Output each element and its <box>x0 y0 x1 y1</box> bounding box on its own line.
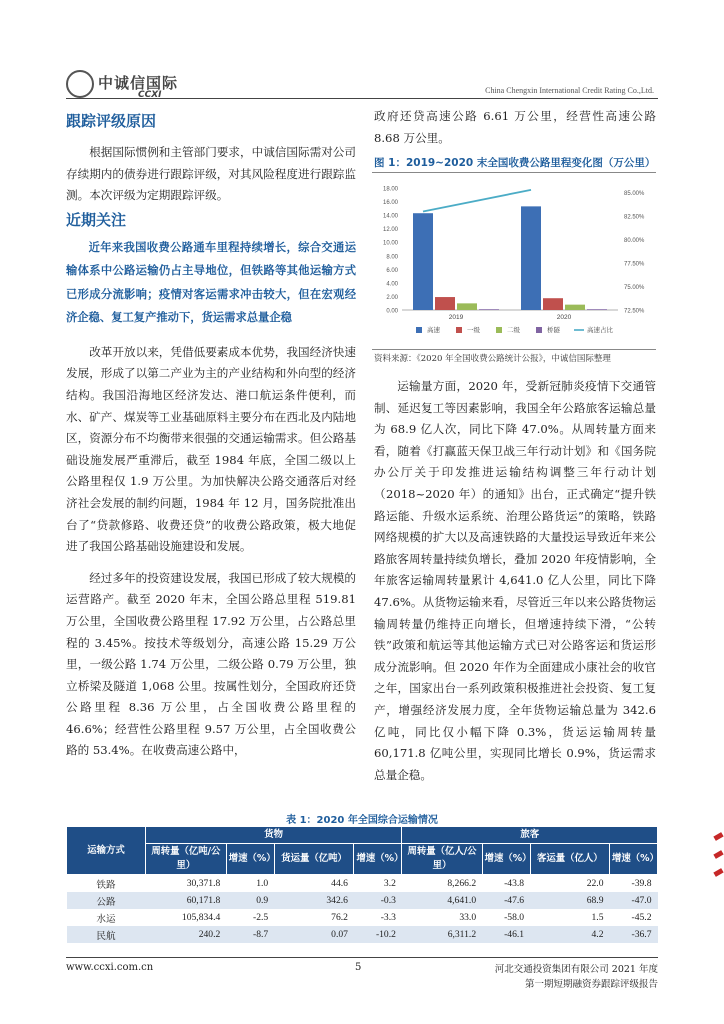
cell-value: 30,371.8 <box>145 875 226 893</box>
cell-value: -10.2 <box>354 926 402 943</box>
right-column-top <box>374 106 656 149</box>
legend-swatch <box>536 327 542 333</box>
cell-value: -43.8 <box>482 875 530 893</box>
bar-二级 <box>565 305 585 310</box>
transport-table <box>66 826 658 943</box>
cell-value: 6,311.2 <box>402 926 482 943</box>
cell-value: 4,641.0 <box>402 892 482 909</box>
figure-title: 图 1：2019~2020 末全国收费公路里程变化图（万公里） <box>374 157 656 169</box>
footer-website: www.ccxi.com.cn <box>66 962 154 973</box>
cell-value: 240.2 <box>145 926 226 943</box>
section-title-rating-reason: 跟踪评级原因 <box>66 112 157 130</box>
header-passenger-group: 旅客 <box>402 827 658 844</box>
y-tick-label: 10.00 <box>382 240 398 247</box>
header-passenger-turnover: 周转量（亿人/公里） <box>402 844 482 875</box>
page-edge-mark <box>710 830 724 890</box>
bar-高速 <box>413 213 433 310</box>
x-tick-label: 2019 <box>448 314 464 321</box>
header-goods-turnover: 周转量（亿吨/公里） <box>145 844 226 875</box>
cell-value: -0.3 <box>354 892 402 909</box>
y2-tick-label: 85.00% <box>624 191 645 198</box>
figure-source: 资料来源：《2020 年全国收费公路统计公报》，中诚信国际整理 <box>374 354 611 364</box>
table-row <box>67 926 658 943</box>
left-column <box>66 110 356 762</box>
cell-value: -3.3 <box>354 909 402 926</box>
cell-value: -39.8 <box>610 875 658 893</box>
footer-report-line1: 河北交通投资集团有限公司 2021 年度 <box>494 964 658 975</box>
bar-桥隧 <box>479 309 499 310</box>
legend-swatch <box>416 327 422 333</box>
header-passenger-volume: 客运量（亿人） <box>530 844 609 875</box>
footer-divider <box>66 957 658 958</box>
paragraph-expressway-split: 政府还贷高速公路 6.61 万公里，经营性高速公路 8.68 万公里。 <box>374 109 656 145</box>
bar-高速 <box>521 206 541 310</box>
cell-value: 68.9 <box>530 892 609 909</box>
cell-value: 1.0 <box>226 875 274 893</box>
y2-tick-label: 72.50% <box>624 308 645 315</box>
cell-value: 105,834.4 <box>145 909 226 926</box>
legend-label: 高速 <box>427 327 440 334</box>
y2-tick-label: 77.50% <box>624 261 645 268</box>
y-tick-label: 6.00 <box>386 267 398 274</box>
cell-value: 0.9 <box>226 892 274 909</box>
y-tick-label: 8.00 <box>386 254 398 261</box>
logo-cn-text: 中诚信国际 <box>98 74 179 92</box>
cell-value: -46.1 <box>482 926 530 943</box>
cell-mode: 民航 <box>67 926 146 943</box>
y-tick-label: 4.00 <box>386 281 398 288</box>
cell-mode: 公路 <box>67 892 146 909</box>
company-english-name: China Chengxin International Credit Rating Co.,Ltd. <box>485 86 654 95</box>
y2-tick-label: 80.00% <box>624 238 645 245</box>
cell-mode: 水运 <box>67 909 146 926</box>
cell-value: -2.5 <box>226 909 274 926</box>
bar-桥隧 <box>587 309 607 310</box>
line-series-expressway-share <box>423 190 531 212</box>
header-goods-volume: 货运量（亿吨） <box>274 844 354 875</box>
header-passenger-turnover-growth: 增速（%） <box>482 844 530 875</box>
x-tick-label: 2020 <box>556 314 572 321</box>
legend-swatch <box>456 327 462 333</box>
y2-tick-label: 75.00% <box>624 285 645 292</box>
cell-mode: 铁路 <box>67 875 146 893</box>
cell-value: 342.6 <box>274 892 354 909</box>
figure-bottom-rule <box>372 349 656 350</box>
y-tick-label: 12.00 <box>382 227 398 234</box>
bar-一级 <box>435 297 455 310</box>
legend-label: 一级 <box>467 327 480 334</box>
toll-road-mileage-chart <box>372 176 656 348</box>
y-tick-label: 14.00 <box>382 213 398 220</box>
section-title-recent-focus: 近期关注 <box>66 210 127 229</box>
ccxi-logo <box>66 70 186 100</box>
paragraph-mileage: 经过多年的投资建设发展，我国已形成了较大规模的运营路产。截至 2020 年末，全国公路总里程 519.81 万公里，全国收费公路里程 17.92 万公里，占公路总里程的 3.45%。按技术等级划分，高速公路 15.29 万公里，一级公路 1.74 万公里，二级公路 0.79 万公里，独立桥梁及隧道 1,068 公里。按属性划分，全国政府还贷公路里程 8.36 万公里，占全国收费公路里程的 46.6%；经营性公路里程 9.57 万公里，占全国收费公路的 53.4%。在收费高速公路中， <box>66 570 356 758</box>
header-passenger-volume-growth: 增速（%） <box>610 844 658 875</box>
header-mode: 运输方式 <box>67 827 146 875</box>
cell-value: 22.0 <box>530 875 609 893</box>
cell-value: 1.5 <box>530 909 609 926</box>
cell-value: 8,266.2 <box>402 875 482 893</box>
y2-tick-label: 82.50% <box>624 214 645 221</box>
legend-swatch <box>496 327 502 333</box>
cell-value: 60,171.8 <box>145 892 226 909</box>
cell-value: -36.7 <box>610 926 658 943</box>
footer-report-title <box>495 962 658 992</box>
paragraph-transport-volume: 运输量方面，2020 年，受新冠肺炎疫情下交通管制、延迟复工等因素影响，我国全年公路旅客运输总量为 68.9 亿人次，同比下降 47.0%。从周转量方面来看，随着《打赢蓝天保卫战三年行动计划》和《国务院办公厅关于印发推进运输结构调整三年行动计划（2018~2020 年）的通知》出台，正式确定“提升铁路运能、升级水运系统、治理公路货运”的策略，铁路网络规模的扩大以及高速铁路的大量投运导致近年来公路旅客周转量持续负增长，叠加 2020 年疫情影响，全年旅客运输周转量累计 4,641.0 亿人公里，同比下降 47.6%。从货物运输来看，尽管近三年以来公路货物运输周转量仍维持正向增长，但增速持续下滑，“公转铁”政策和航运等其他运输方式已对公路客运和货运形成分流影响。但 2020 年作为全面建成小康社会的收官之年，国家出台一系列政策积极推进社会投资、复工复产，增强经济发展力度，全年货物运输总量为 342.6 亿吨，同比仅小幅下降 0.3%，货运运输周转量 60,171.8 亿吨公里，实现同比增长 0.9%，货运需求总量企稳。 <box>374 379 656 782</box>
table-title: 表 1：2020 年全国综合运输情况 <box>286 815 438 826</box>
legend-label: 二级 <box>507 327 520 334</box>
cell-value: -58.0 <box>482 909 530 926</box>
bar-一级 <box>543 298 563 310</box>
footer-report-line2: 第一期短期融资券跟踪评级报告 <box>524 979 658 990</box>
y-tick-label: 0.00 <box>386 308 398 315</box>
header-goods-turnover-growth: 增速（%） <box>226 844 274 875</box>
cell-value: 0.07 <box>274 926 354 943</box>
right-column-bottom <box>374 376 656 786</box>
cell-value: -45.2 <box>610 909 658 926</box>
cell-value: 33.0 <box>402 909 482 926</box>
cell-value: 76.2 <box>274 909 354 926</box>
ccxi-logo-icon <box>66 70 94 98</box>
highlight-summary: 近年来我国收费公路通车里程持续增长，综合交通运输体系中公路运输仍占主导地位，但铁路等其他运输方式已形成分流影响；疫情对客运需求冲击较大，但在宏观经济企稳、复工复产推动下，货运需求总量企稳 <box>66 240 356 325</box>
table-row <box>67 909 658 926</box>
header-goods-volume-growth: 增速（%） <box>354 844 402 875</box>
y-tick-label: 2.00 <box>386 294 398 301</box>
legend-label: 高速占比 <box>587 327 613 334</box>
rating-reason-paragraph: 根据国际惯例和主管部门要求，中诚信国际需对公司存续期内的债券进行跟踪评级，对其风险程度进行跟踪监测。本次评级为定期跟踪评级。 <box>66 145 356 203</box>
cell-value: 4.2 <box>530 926 609 943</box>
page-number: 5 <box>355 962 362 973</box>
bar-二级 <box>457 303 477 310</box>
logo-en-text: CCXI <box>138 90 162 100</box>
paragraph-history: 改革开放以来，凭借低要素成本优势，我国经济快速发展，形成了以第二产业为主的产业结构和外向型的经济结构。我国沿海地区经济发达、港口航运条件便利，而水、矿产、煤炭等工业基础原料主要分布在西北及内陆地区，资源分布不均衡带来很强的交通运输需求。但公路基础设施发展严重滞后，截至 1984 年底，全国二级以上公路里程仅 1.9 万公里。为加快解决公路交通落后对经济社会发展的制约问题，1984 年 12 月，国务院批准出台了“贷款修路、收费还贷”的收费公路政策，极大地促进了我国公路基础设施建设和发展。 <box>66 344 356 554</box>
cell-value: 3.2 <box>354 875 402 893</box>
legend-label: 桥隧 <box>547 327 560 334</box>
cell-value: 44.6 <box>274 875 354 893</box>
y-tick-label: 16.00 <box>382 200 398 207</box>
table-row <box>67 875 658 893</box>
header-goods-group: 货物 <box>145 827 401 844</box>
cell-value: -8.7 <box>226 926 274 943</box>
table-row <box>67 892 658 909</box>
cell-value: -47.6 <box>482 892 530 909</box>
y-tick-label: 18.00 <box>382 186 398 193</box>
figure-top-rule <box>372 172 656 173</box>
header-divider <box>66 98 658 99</box>
cell-value: -47.0 <box>610 892 658 909</box>
